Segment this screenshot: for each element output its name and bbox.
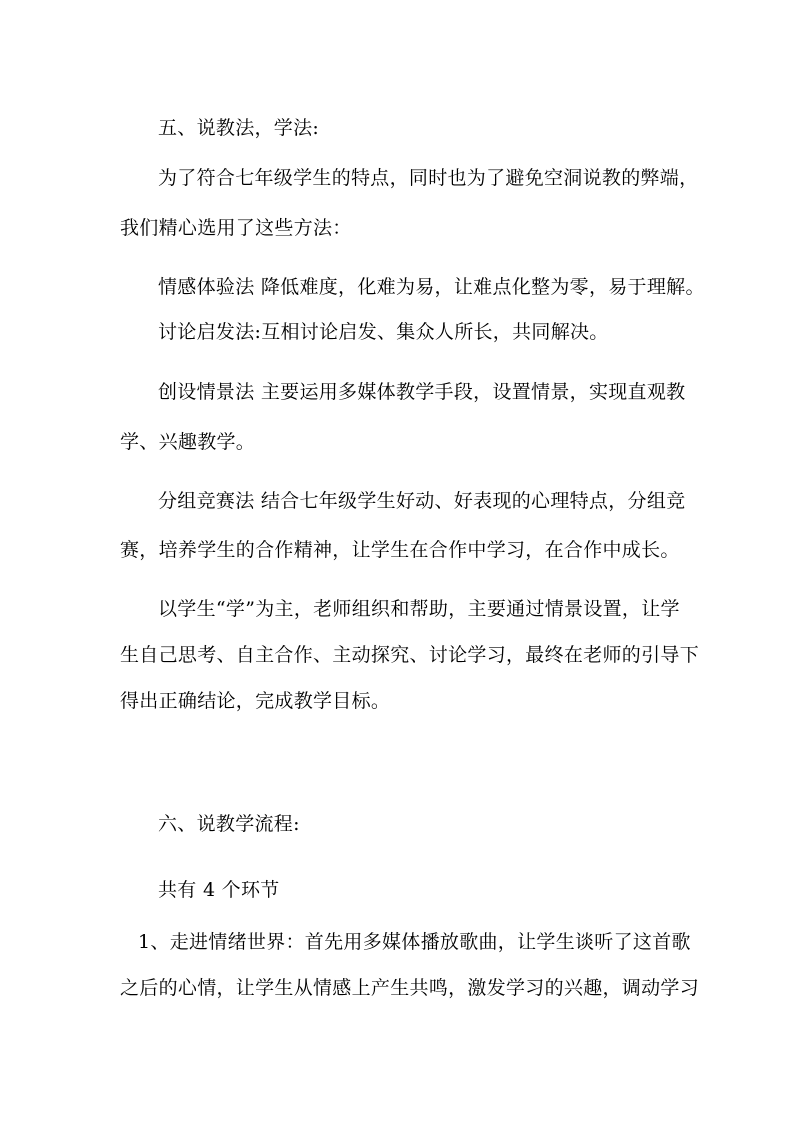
method4-line1: 分组竞赛法 结合七年级学生好动、好表现的心理特点，分组竞 — [158, 490, 686, 512]
section5-intro-line2: 我们精心选用了这些方法： — [120, 217, 352, 239]
section5-heading: 五、说教法，学法: — [158, 117, 320, 139]
section5-intro-line1: 为了符合七年级学生的特点，同时也为了避免空洞说教的弊端， — [158, 167, 699, 189]
method3-line2: 学、兴趣教学。 — [120, 431, 256, 453]
summary-line2: 生自己思考、自主合作、主动探究、讨论学习，最终在老师的引导下 — [120, 644, 700, 666]
method2-text: 讨论启发法:互相讨论启发、集众人所长，共同解决。 — [158, 321, 609, 343]
method3-line1: 创设情景法 主要运用多媒体教学手段，设置情景，实现直观教 — [158, 381, 686, 403]
section6-step-count: 共有 4 个环节 — [158, 879, 280, 901]
method1-text: 情感体验法 降低难度，化难为易，让难点化整为零，易于理解。 — [158, 276, 705, 298]
method4-line2: 赛，培养学生的合作精神，让学生在合作中学习，在合作中成长。 — [120, 539, 680, 561]
step1-line1: 1、走进情绪世界：首先用多媒体播放歌曲，让学生谈听了这首歌 — [138, 931, 691, 953]
step1-line2: 之后的心情，让学生从情感上产生共鸣，激发学习的兴趣，调动学习 — [120, 977, 700, 999]
summary-line1: 以学生“学”为主，老师组织和帮助，主要通过情景设置，让学 — [158, 598, 680, 620]
section6-heading: 六、说教学流程: — [158, 813, 300, 835]
summary-line3: 得出正确结论，完成教学目标。 — [120, 690, 391, 712]
